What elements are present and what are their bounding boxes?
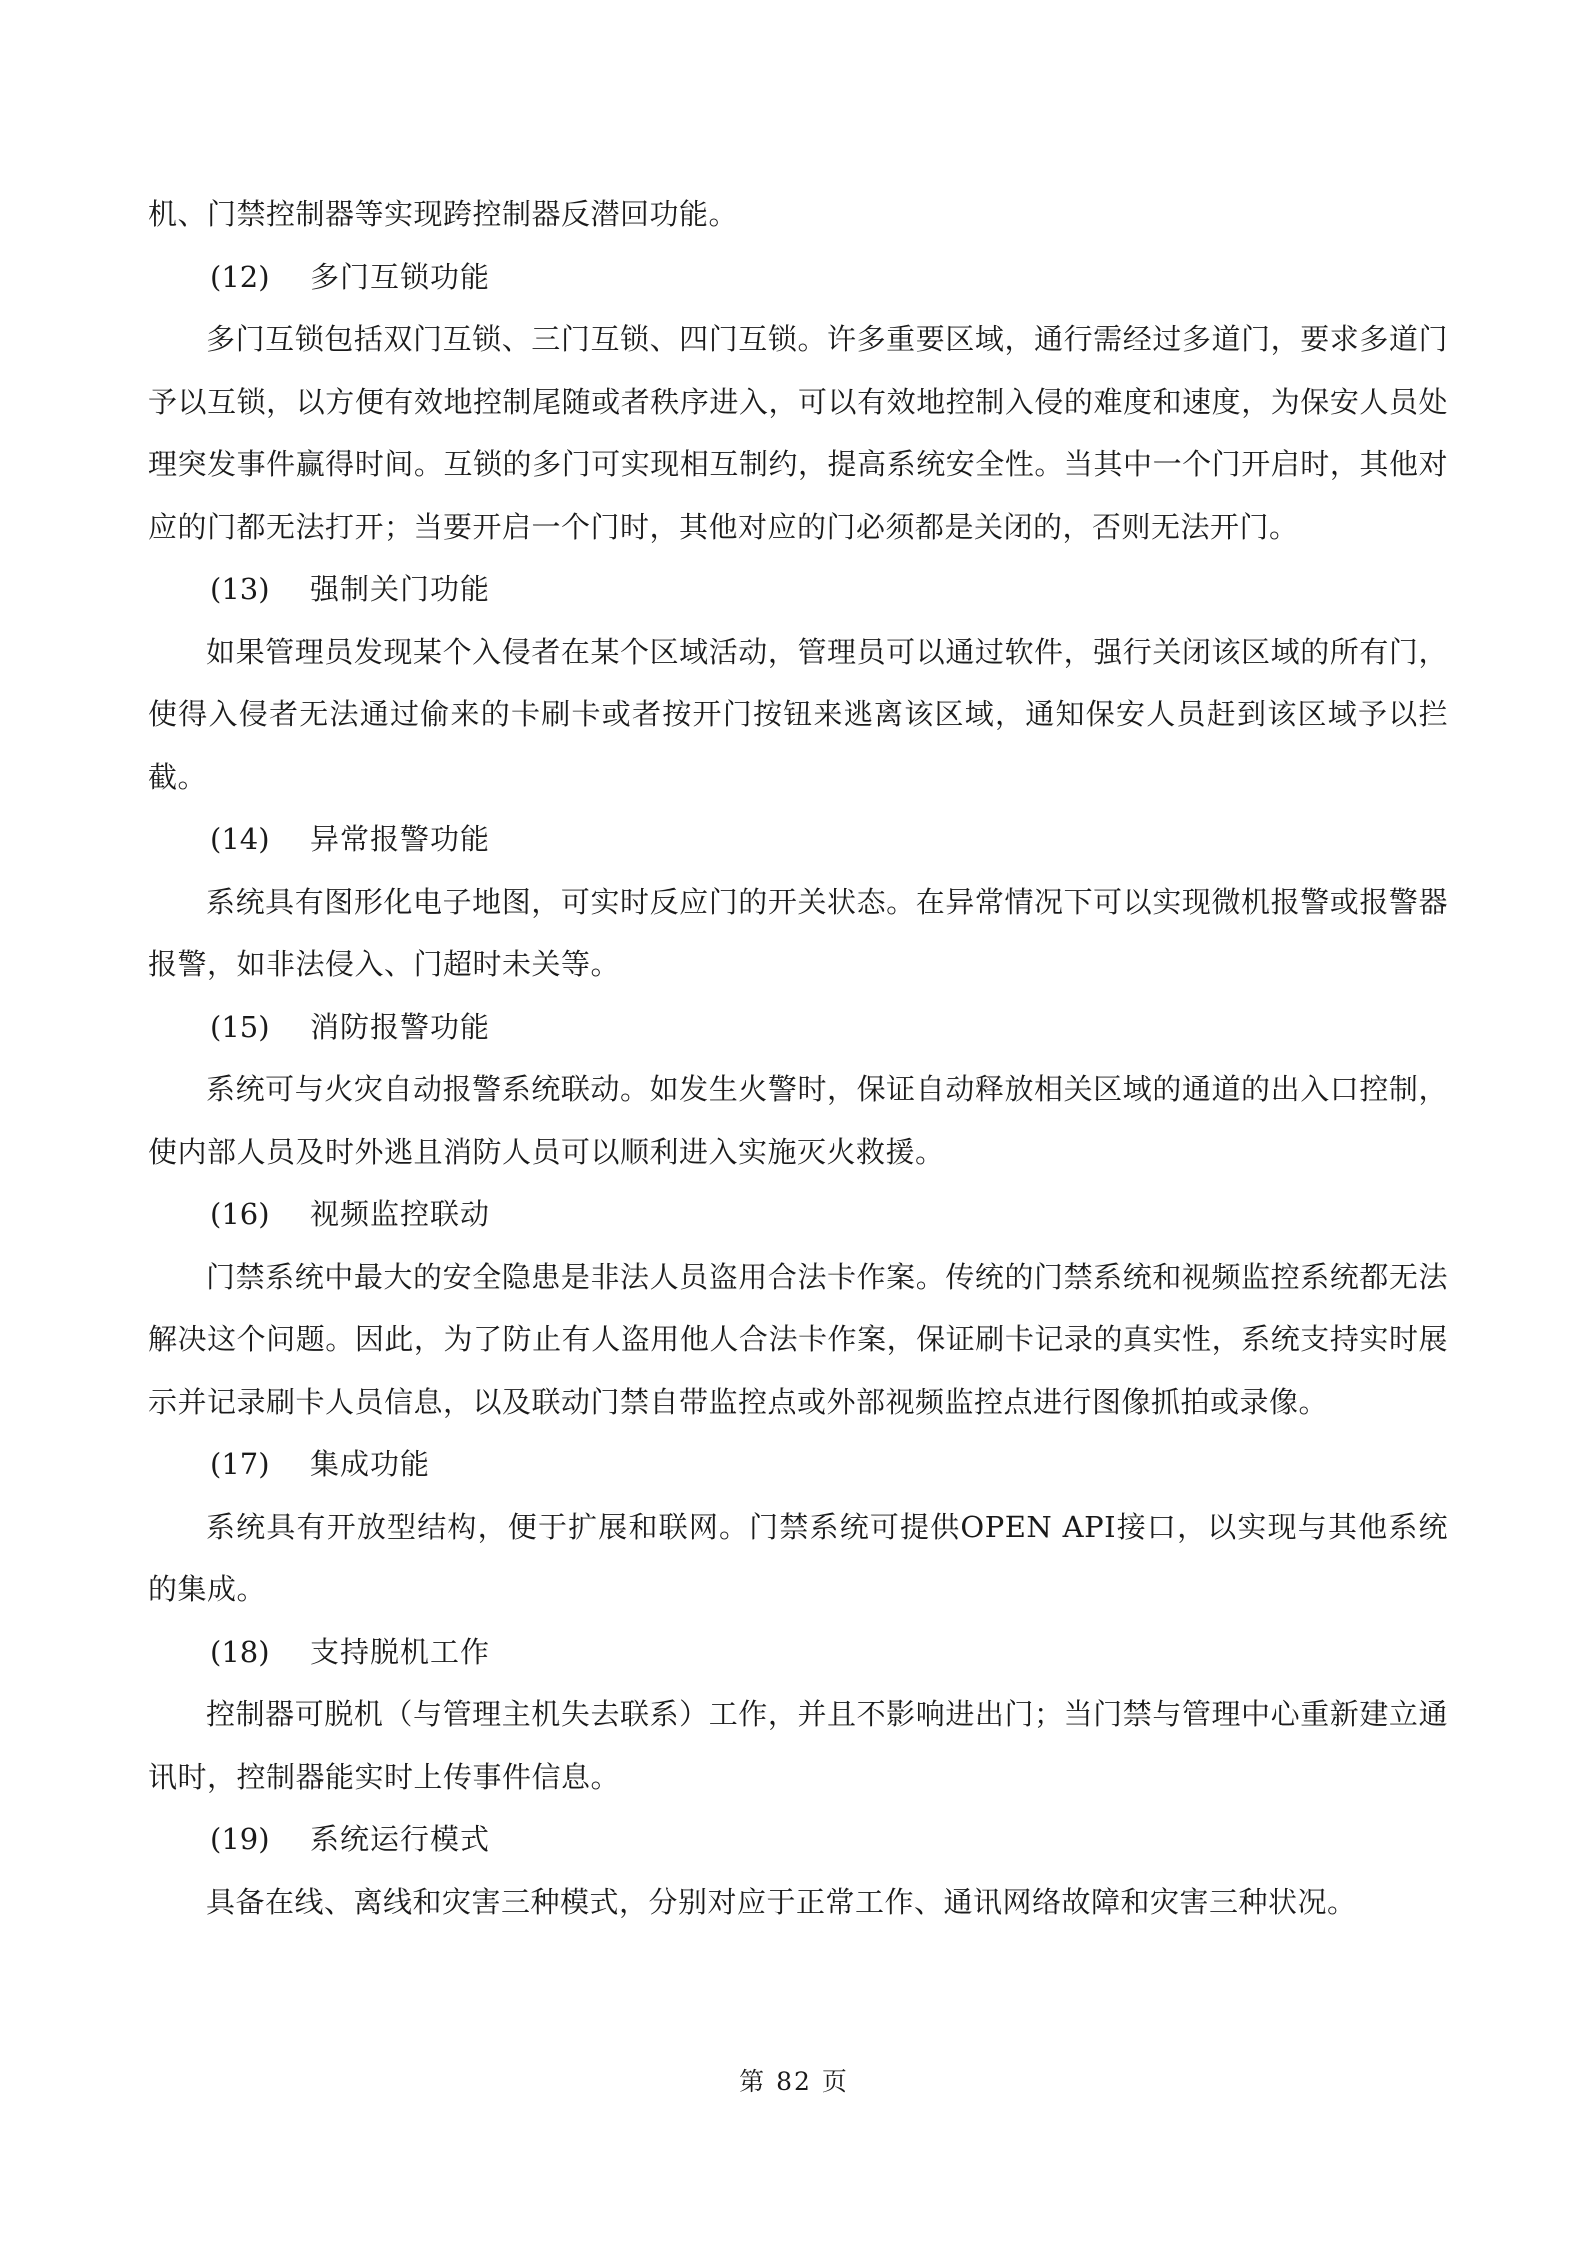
section-title: 集成功能 bbox=[310, 1447, 431, 1481]
paragraph: 系统具有图形化电子地图，可实时反应门的开关状态。在异常情况下可以实现微机报警或报警器报警，如非法侵入、门超时未关等。 bbox=[148, 884, 1448, 981]
section-heading bbox=[148, 808, 1448, 871]
paragraph: 机、门禁控制器等实现跨控制器反潜回功能。 bbox=[148, 197, 739, 231]
section-number: (13) bbox=[210, 572, 270, 606]
section-title: 异常报警功能 bbox=[310, 822, 491, 856]
section-number: (14) bbox=[210, 822, 270, 856]
section-title: 支持脱机工作 bbox=[310, 1634, 491, 1669]
paragraph: 具备在线、离线和灾害三种模式，分别对应于正常工作、通讯网络故障和灾害三种状况。 bbox=[206, 1884, 1357, 1919]
section-title: 消防报警功能 bbox=[310, 1009, 491, 1044]
document-body bbox=[148, 183, 1448, 1933]
section-title: 系统运行模式 bbox=[310, 1822, 491, 1856]
section-heading bbox=[148, 1433, 1448, 1496]
section-title: 多门互锁功能 bbox=[310, 259, 491, 294]
section-number: (12) bbox=[210, 259, 270, 294]
section-title: 视频监控联动 bbox=[310, 1197, 491, 1231]
paragraph: 多门互锁包括双门互锁、三门互锁、四门互锁。许多重要区域，通行需经过多道门，要求多道门予以互锁，以方便有效地控制尾随或者秩序进入，可以有效地控制入侵的难度和速度，为保安人员处理突发事件赢得时间。互锁的多门可实现相互制约，提高系统安全性。当其中一个门开启时，其他对应的门都无法打开；当要开启一个门时，其他对应的门必须都是关闭的，否则无法开门。 bbox=[148, 322, 1448, 544]
section-heading bbox=[148, 1808, 1448, 1871]
section-heading bbox=[148, 1621, 1448, 1684]
section-heading bbox=[148, 1183, 1448, 1246]
section-number: (19) bbox=[210, 1822, 270, 1856]
paragraph: 系统可与火灾自动报警系统联动。如发生火警时，保证自动释放相关区域的通道的出入口控制，使内部人员及时外逃且消防人员可以顺利进入实施灭火救援。 bbox=[148, 1072, 1448, 1169]
paragraph: 如果管理员发现某个入侵者在某个区域活动，管理员可以通过软件，强行关闭该区域的所有门，使得入侵者无法通过偷来的卡刷卡或者按开门按钮来逃离该区域，通知保安人员赶到该区域予以拦截。 bbox=[148, 634, 1448, 794]
paragraph: 门禁系统中最大的安全隐患是非法人员盗用合法卡作案。传统的门禁系统和视频监控系统都无法解决这个问题。因此，为了防止有人盗用他人合法卡作案，保证刷卡记录的真实性，系统支持实时展示并记录刷卡人员信息，以及联动门禁自带监控点或外部视频监控点进行图像抓拍或录像。 bbox=[148, 1259, 1448, 1419]
paragraph: 系统具有开放型结构，便于扩展和联网。门禁系统可提供OPEN API接口，以实现与其他系统的集成。 bbox=[148, 1509, 1448, 1606]
section-number: (16) bbox=[210, 1197, 270, 1231]
section-number: (17) bbox=[210, 1447, 270, 1481]
section-number: (15) bbox=[210, 1009, 270, 1044]
section-number: (18) bbox=[210, 1634, 270, 1669]
section-title: 强制关门功能 bbox=[310, 572, 491, 606]
page-number: 第 82 页 bbox=[739, 2067, 849, 2096]
section-heading bbox=[148, 996, 1448, 1059]
section-heading bbox=[148, 558, 1448, 621]
paragraph: 控制器可脱机（与管理主机失去联系）工作，并且不影响进出门；当门禁与管理中心重新建立通讯时，控制器能实时上传事件信息。 bbox=[148, 1697, 1448, 1794]
section-heading bbox=[148, 246, 1448, 309]
page-footer bbox=[0, 2067, 1588, 2097]
